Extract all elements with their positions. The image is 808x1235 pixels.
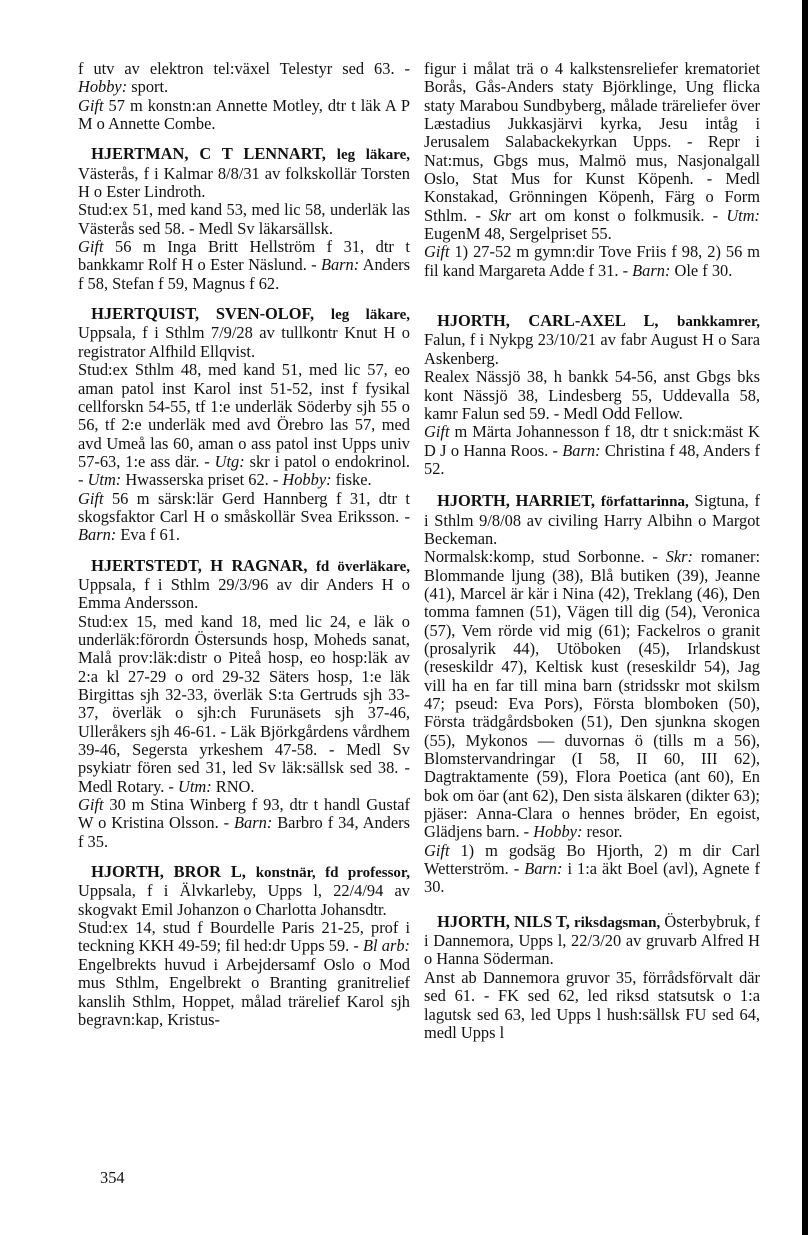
entry-intro: Uppsala, f i Sthlm 29/3/96 av dir Anders H o Emma Andersson. xyxy=(78,574,410,613)
text-run: EugenM 48, Sergelpriset 55. xyxy=(424,224,612,244)
entry-intro: Uppsala, f i Älvkarleby, Upps l, 22/4/94 av skogvakt Emil Johanzon o Charlotta Johansdtr. xyxy=(78,881,410,919)
italic-label: Skr: xyxy=(665,547,693,567)
entry-hjorth-carl-axel xyxy=(424,312,760,478)
entry-intro: Falun, f i Nykpg 23/10/21 av fabr August H o Sara Askenberg. xyxy=(424,330,760,368)
entry-paragraph xyxy=(78,613,410,796)
italic-label: Hobby: xyxy=(533,822,583,842)
italic-label: Utm: xyxy=(726,205,760,225)
italic-label: Utg: xyxy=(214,451,245,471)
entry-hjorth-nils xyxy=(424,913,760,1042)
text-run: Stud:ex 15, med kand 18, med lic 24, e läk o underläk:förordn Östersunds hosp, Moheds sanat, Malå prov:läk:distr o Piteå hosp, eo hosp:läk av 2:a kl 27-29 o ord 29-32 Säters hosp, 1:e läk Birgittas sjh 32-33, överläk S:ta Gertruds sjh 33-37, överläk o sjh:ch Furunäsets sjh 37-46, Ulleråkers sjh 46-61. - Läk Björkgårdens vårdhem 39-46, Segersta yrkeshem 47-58. - Medl Sv psykiatr fören sed 31, led Sv läk:sällsk sed 38. - Medl Rotary. - xyxy=(78,611,410,796)
scan-edge xyxy=(802,0,808,1235)
right-column xyxy=(424,60,760,1042)
entry-intro: Sigtuna, f i Sthlm 9/8/08 av civiling Harry Albihn o Margot Beckeman. xyxy=(424,491,760,548)
entry-name: HJORTH, NILS T, xyxy=(437,911,570,931)
text-run: Eva f 61. xyxy=(116,525,180,545)
entry-title: leg läkare, xyxy=(330,307,410,324)
entry-title: riksdagsman, xyxy=(573,914,661,931)
italic-label: Barn: xyxy=(562,440,601,460)
entry-intro: Österbybruk, f i Dannemora, Upps l, 22/3/20 av gruvarb Alfred H o Hanna Söderman. xyxy=(424,911,760,969)
entry-paragraph xyxy=(78,796,410,851)
entry-name: HJERTMAN, C T LENNART, xyxy=(91,144,326,164)
text-run: skr i patol o endokrinol. - xyxy=(78,451,411,490)
entry-intro: Västerås, f i Kalmar 8/8/31 av folkskollär Torsten H o Ester Lindroth. xyxy=(78,163,410,202)
text-run: Stud:ex Sthlm 48, med kand 51, med lic 57, eo aman patol inst Karol inst 51-52, inst f fysikal cellforskn 54-55, tf 1:e underläk Söderby sjh 55 o 56, tf 2:e underläk med avd Örebro las 57, med avd Umeå las 60, aman o ass patol inst Upps univ 57-63, 1:e ass där. - xyxy=(78,360,410,471)
text-run: i 1:a äkt Boel (avl), Agnete f 30. xyxy=(424,859,760,897)
text-run: fiske. xyxy=(331,470,372,490)
text-run: Christina f 48, Anders f 52. xyxy=(424,440,760,478)
italic-label: Bl arb: xyxy=(363,936,410,956)
entry-paragraph xyxy=(424,548,760,842)
continuation-paragraph xyxy=(424,60,760,243)
text-run: Hwasserska priset 62. - xyxy=(121,470,283,490)
italic-label: Barn: xyxy=(320,255,360,275)
entry-heading xyxy=(424,312,760,368)
entry-hjorth-harriet xyxy=(424,492,760,897)
text-run: 57 m konstn:an Annette Motley, dtr t läk A P M o Annette Combe. xyxy=(78,95,410,134)
text-run: art om konst o folkmusik. - xyxy=(510,205,727,225)
italic-label: Barn: xyxy=(78,525,117,545)
italic-label: Skr xyxy=(489,205,511,225)
continuation-family-paragraph xyxy=(78,97,410,134)
entry-hjertstedt xyxy=(78,557,410,852)
text-run: resor. xyxy=(582,822,623,842)
italic-label: Gift xyxy=(78,237,104,257)
entry-title: leg läkare, xyxy=(336,147,410,164)
text-run: Barbro f 34, Anders f 35. xyxy=(78,813,410,851)
italic-label: Gift xyxy=(78,488,104,508)
entry-name: HJERTSTEDT, H RAGNAR, xyxy=(91,555,308,575)
entry-name: HJORTH, CARL-AXEL L, xyxy=(437,311,659,331)
text-run: Anst ab Dannemora gruvor 35, förrådsförvalt där sed 61. - FK sed 62, led riksd statsutsk o 1:a lagutsk sed 63, led Upps l hush:sällsk FU sed 64, medl Upps l xyxy=(424,967,760,1042)
text-run: 1) 27-52 m gymn:dir Tove Friis f 98, 2) 56 m fil kand Margareta Adde f 31. - xyxy=(424,242,760,280)
entry-heading xyxy=(424,913,760,969)
entry-hjertquist xyxy=(78,305,410,544)
text-run: Stud:ex 14, stud f Bourdelle Paris 21-25, prof i teckning KKH 49-59; fil hed:dr Upps 59. - xyxy=(78,918,410,956)
italic-label: Utm: xyxy=(87,470,122,490)
entry-name: HJERTQUIST, SVEN-OLOF, xyxy=(91,304,315,324)
entry-paragraph xyxy=(78,361,410,489)
text-run: 30 m Stina Winberg f 93, dtr t handl Gustaf W o Kristina Olsson. - xyxy=(78,795,410,833)
text-run: romaner: Blommande ljung (38), Blå butiken (39), Jeanne (41), Marcel är kär i Nina (42), Treklang (46), Den tomma famnen (51), Vägen till dig (54), Veronica (57), Vem rörde vid mig (61); Fackelros o granit (prosalyrik 44), Utöboken (45), Irlandskust (reseskildr 47), Keltisk kust (reseskildr 54), Jag vill ha en far till mina barn (stridsskr mot skilsm 47; pseud: Eva Pors), Första blomboken (50), Första trädgårdsboken (51), Den sjunkna skogen (55), Mykonos — duvornas ö (tills m a 56), Blomstervandringar (I 58, II 60, III 62), Dagtraktamente (59), Flora Poetica (ant 60), En bok om öar (ant 62), Den sista älskaren (dikter 63); pjäser: Anna-Clara o hennes bröder, En egoist, Glädjens barn. - xyxy=(424,547,760,842)
italic-label: Gift xyxy=(424,242,450,262)
text-run: Engelbrekts huvud i Arbejdersamf Oslo o Mod mus Sthlm, Engelbrekt o Branting granitrelief kanslih Sthlm, Hoppet, målad trärelief Karol sjh begravn:kap, Kristus- xyxy=(78,954,410,1029)
italic-label: Barn: xyxy=(234,813,273,833)
italic-label: Gift xyxy=(78,795,104,815)
left-column xyxy=(78,60,410,1029)
italic-label: Hobby: xyxy=(78,77,128,97)
entry-hjorth-bror xyxy=(78,863,410,1029)
entry-heading xyxy=(424,492,760,548)
entry-hjertman xyxy=(78,145,410,293)
entry-paragraph xyxy=(424,423,760,478)
entry-paragraph xyxy=(424,368,760,423)
entry-paragraph xyxy=(78,490,410,545)
entry-heading xyxy=(78,145,410,201)
text-run: Ole f 30. xyxy=(670,260,733,280)
text-run: 56 m särsk:lär Gerd Hannberg f 31, dtr t skogsfaktor Carl H o småskollär Svea Eriksson. - xyxy=(78,488,410,526)
entry-name: HJORTH, HARRIET, xyxy=(437,491,596,511)
continuation-paragraph xyxy=(78,60,410,97)
entry-paragraph xyxy=(424,969,760,1042)
entry-paragraph xyxy=(78,919,410,1029)
text-run: m Märta Johannesson f 18, dtr t snick:mäst K D J o Hanna Roos. - xyxy=(424,422,760,460)
entry-heading xyxy=(78,305,410,361)
entry-title: fd överläkare, xyxy=(315,558,410,575)
italic-label: Barn: xyxy=(524,859,563,879)
italic-label: Gift xyxy=(424,840,450,860)
italic-label: Gift xyxy=(78,95,104,115)
italic-label: Utm: xyxy=(178,776,212,796)
text-run: sport. xyxy=(127,77,169,97)
italic-label: Gift xyxy=(424,422,450,442)
text-run: figur i målat trä o 4 kalkstensreliefer krematoriet Borås, Gås-Anders staty Björklinge, Ung flicka staty Marabou Sundbyberg, målade träreliefer över Læstadius Jukkasjärvi kyrka, Jesu intåg i Jerusalem Salabackekyrkan Upps. - Repr i Nat:mus, Gbgs mus, Malmö mus, Nasjonalgall Oslo, Stat Mus for Kunst Köpenh. - Medl Konstakad, Grönningen Köpenh, Färg o Form Sthlm. - xyxy=(424,59,760,225)
continuation-family-paragraph xyxy=(424,243,760,280)
text-run: 56 m Inga Britt Hellström f 31, dtr t bankkamr Rolf H o Ester Näslund. - xyxy=(78,237,410,275)
entry-heading xyxy=(78,863,410,919)
italic-label: Barn: xyxy=(632,260,671,280)
entry-title: konstnär, fd professor, xyxy=(255,865,410,882)
text-run: 1) m godsäg Bo Hjorth, 2) m dir Carl Wetterström. - xyxy=(424,840,760,879)
text-run: RNO. xyxy=(211,776,255,796)
text-run: Realex Nässjö 38, h bankk 54-56, anst Gbgs bks kont Nässjö 38, Lindesberg 55, Uddevalla 58, kamr Falun sed 59. - Medl Odd Fellow. xyxy=(424,367,760,423)
italic-label: Hobby: xyxy=(282,470,332,490)
entry-title: författarinna, xyxy=(600,494,689,511)
text-run: Anders f 58, Stefan f 59, Magnus f 62. xyxy=(78,255,410,293)
page-number: 354 xyxy=(100,1168,125,1187)
entry-name: HJORTH, BROR L, xyxy=(91,862,246,882)
text-run: Stud:ex 51, med kand 53, med lic 58, underläk las Västerås sed 58. - Medl Sv läkarsällsk. xyxy=(78,200,410,238)
entry-paragraph xyxy=(78,238,410,293)
entry-paragraph xyxy=(424,842,760,897)
entry-title: bankkamrer, xyxy=(677,314,760,331)
entry-heading xyxy=(78,557,410,613)
entry-paragraph xyxy=(78,201,410,238)
text-run: Normalsk:komp, stud Sorbonne. - xyxy=(424,547,666,567)
text-run: f utv av elektron tel:växel Telestyr sed 63. - xyxy=(78,59,410,78)
entry-intro: Uppsala, f i Sthlm 7/9/28 av tullkontr Knut H o registrator Alfhild Ellqvist. xyxy=(78,323,410,361)
